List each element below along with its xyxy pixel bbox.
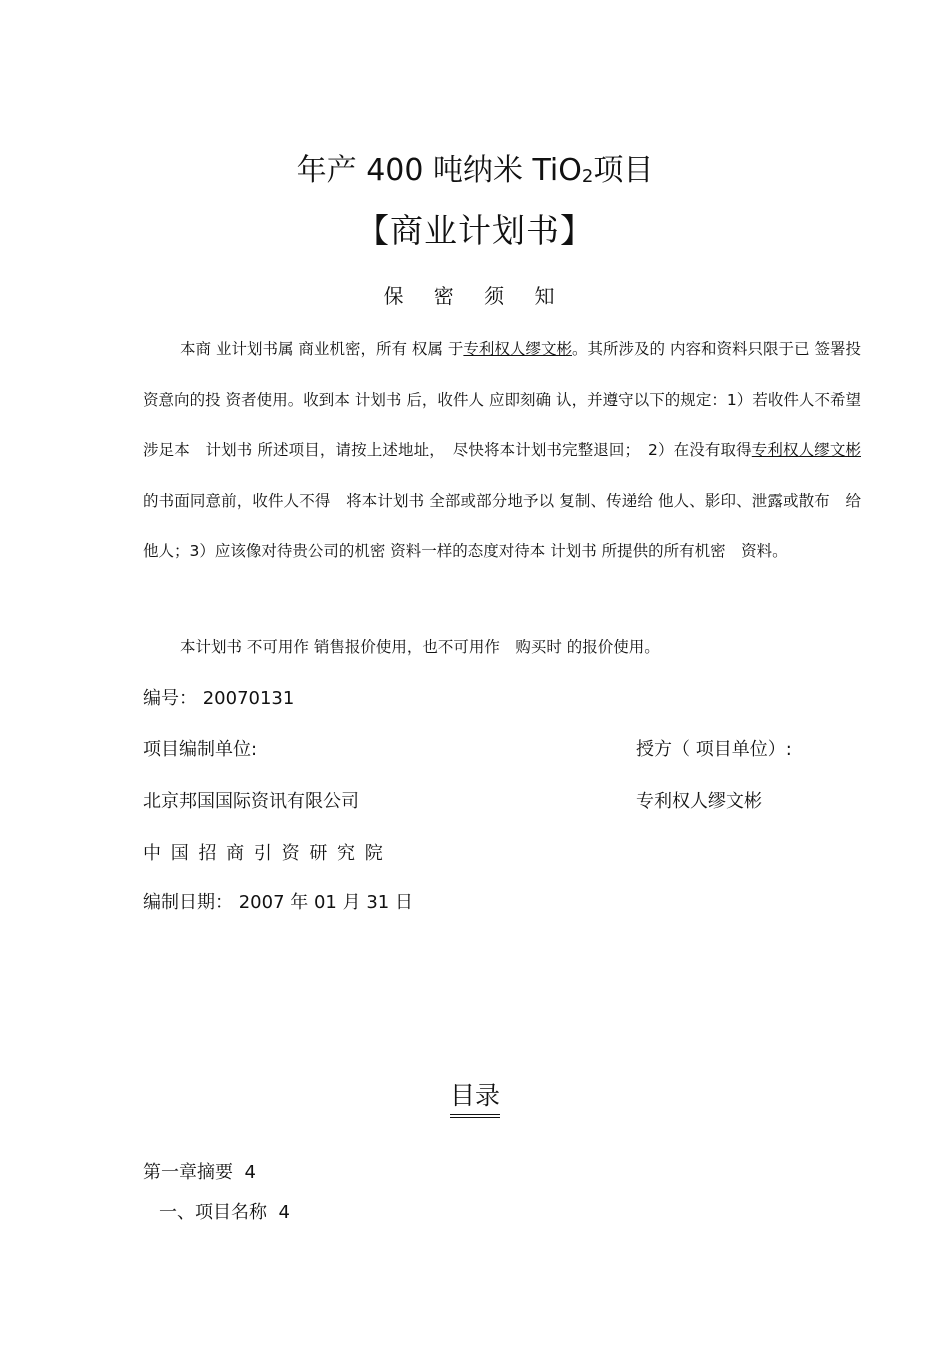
compiling-unit-1: 北京邦国国际资讯有限公司 <box>143 791 359 812</box>
document-subtitle: 【商业计划书】 <box>356 211 594 250</box>
confidentiality-heading: 保 密 须 知 <box>383 284 567 308</box>
toc-page-number: 4 <box>278 1202 290 1223</box>
toc-item[interactable]: 一、项目名称 4 <box>159 1202 290 1223</box>
grantor-name: 专利权人缪文彬 <box>636 791 762 812</box>
grantor-label: 授方（ 项目单位）: <box>636 739 792 760</box>
toc-item[interactable]: 第一章摘要 4 <box>143 1162 256 1183</box>
compiling-unit-label: 项目编制单位: <box>143 739 258 760</box>
document-title: 年产 400 吨纳米 TiO$_2$项目 <box>296 153 654 188</box>
compiling-unit-2: 中 国 招 商 引 资 研 究 院 <box>143 843 385 864</box>
patent-owner-link: 专利权人缪文彬 <box>463 340 572 358</box>
compile-date: 编制日期： 2007 年 01 月 31 日 <box>143 892 413 913</box>
confidentiality-paragraph: 本商 业计划书属 商业机密，所有 权属 于专利权人缪文彬。其所涉及的 内容和资料只限于已 签署投资意向的投 资者使用。收到本 计划书 后，收件人 应即刻确 认，并遵守以下的规定：1）若收件人不希望涉足本 计划书 所述项目，请按上述地址， 尽快将本计划书完整退回； 2）在没有取得专利权人缪文彬的书面同意前，收件人不得 将本计划书 全部或部分地予以 复制、传递给 他人、影印、泄露或散布 给他人；3）应该像对待贵公司的机密 资料一样的态度对待本 计划书 所提供的所有机密 资料。 <box>143 340 861 560</box>
document-number: 编号： 20070131 <box>143 688 295 709</box>
toc-page-number: 4 <box>244 1162 256 1183</box>
toc-title: 目录 <box>0 1080 950 1118</box>
usage-restriction-paragraph: 本计划书 不可用作 销售报价使用，也不可用作 购买时 的报价使用。 <box>180 638 660 656</box>
patent-owner-link-2: 专利权人缪文彬 <box>751 441 861 459</box>
